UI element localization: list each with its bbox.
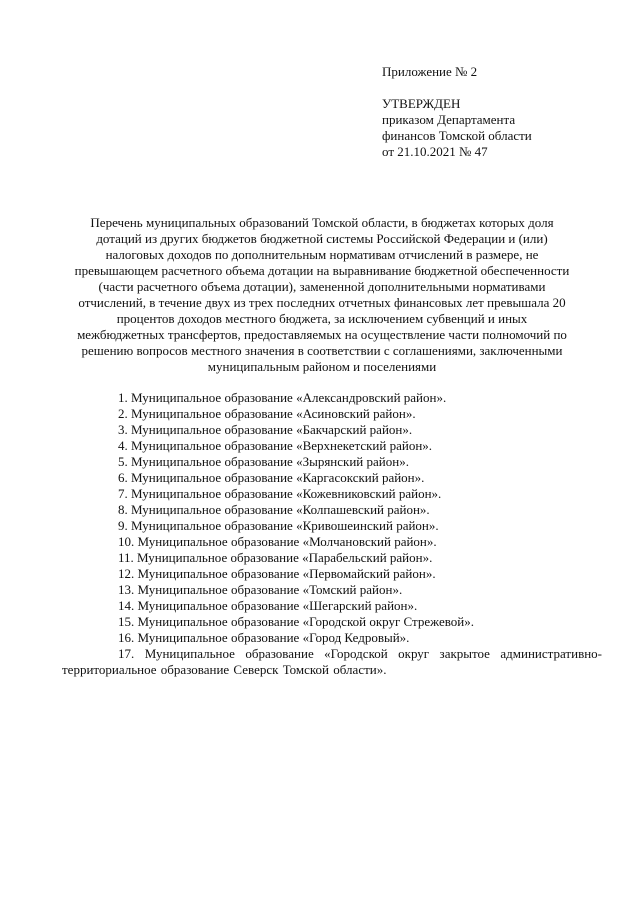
title-line: отчислений, в течение двух из трех последних отчетных финансовых лет превышала 20 (78, 295, 566, 310)
list-item: 12. Муниципальное образование «Первомайский район». (118, 566, 436, 581)
title-line: налоговых доходов по дополнительным нормативам отчислений в размере, не (105, 247, 539, 262)
municipality-list (62, 390, 602, 678)
list-item: 15. Муниципальное образование «Городской округ Стрежевой». (118, 614, 474, 629)
list-item: 14. Муниципальное образование «Шегарский район». (118, 598, 418, 613)
title-line: решению вопросов местного значения в соответствии с соглашениями, заключенными (81, 343, 563, 358)
list-item: 2. Муниципальное образование «Асиновский район». (118, 406, 416, 421)
list-item: 5. Муниципальное образование «Зырянский район». (118, 454, 409, 469)
title-line: Перечень муниципальных образований Томской области, в бюджетах которых доля (90, 215, 554, 230)
approved-heading: УТВЕРЖДЕН (382, 96, 461, 111)
list-item: 10. Муниципальное образование «Молчановский район». (118, 534, 437, 549)
list-item: 7. Муниципальное образование «Кожевниковский район». (118, 486, 442, 501)
approved-stamp (382, 96, 622, 160)
list-item: 17. Муниципальное образование «Городской округ закрытое административно-территориальное образование Северск Томской области». (62, 646, 602, 677)
title-line: превышающем расчетного объема дотации на выравнивание бюджетной обеспеченности (74, 263, 570, 278)
list-item: 8. Муниципальное образование «Колпашевский район». (118, 502, 430, 517)
title-line: (части расчетного объема дотации), замененной дополнительными нормативами (98, 279, 546, 294)
approved-line: от 21.10.2021 № 47 (382, 144, 488, 159)
list-item: 16. Муниципальное образование «Город Кедровый». (118, 630, 410, 645)
title-line: процентов доходов местного бюджета, за исключением субвенций и иных (116, 311, 528, 326)
list-item: 6. Муниципальное образование «Каргасокский район». (118, 470, 425, 485)
list-item: 4. Муниципальное образование «Верхнекетский район». (118, 438, 433, 453)
list-item: 9. Муниципальное образование «Кривошеинский район». (118, 518, 439, 533)
title-line: дотаций из других бюджетов бюджетной системы Российской Федерации и (или) (96, 231, 548, 246)
document-title (60, 215, 584, 375)
approval-block (382, 64, 622, 160)
list-item: 1. Муниципальное образование «Александровский район». (118, 390, 447, 405)
approved-line: приказом Департамента (382, 112, 516, 127)
list-item: 3. Муниципальное образование «Бакчарский район». (118, 422, 413, 437)
appendix-label: Приложение № 2 (382, 64, 478, 79)
approved-line: финансов Томской области (382, 128, 532, 143)
list-item: 11. Муниципальное образование «Парабельский район». (118, 550, 433, 565)
title-line: межбюджетных трансфертов, предоставляемых на осуществление части полномочий по (77, 327, 567, 342)
list-item: 13. Муниципальное образование «Томский район». (118, 582, 403, 597)
title-line: муниципальным районом и поселениями (207, 359, 437, 374)
